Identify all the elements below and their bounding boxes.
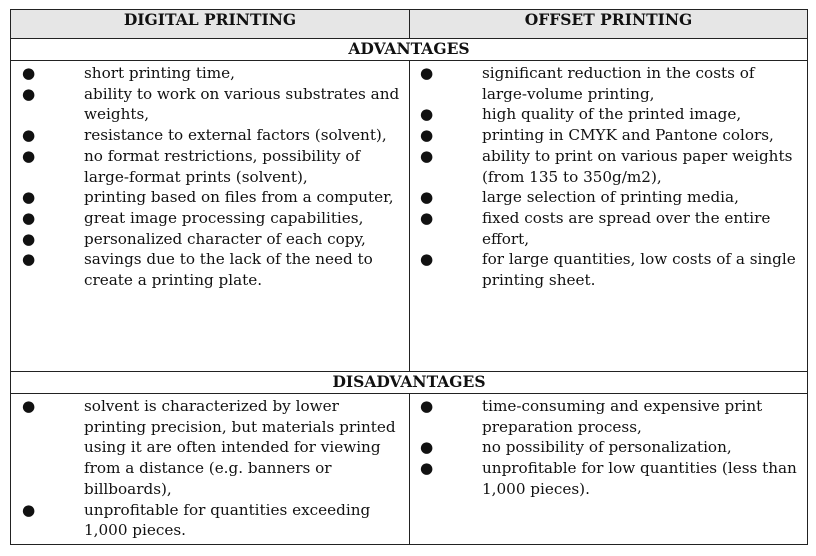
- offset-disadvantages-list: [420, 396, 801, 500]
- list-item-text: printing based on files from a computer,: [84, 188, 394, 207]
- list-item-text: personalized character of each copy,: [84, 229, 366, 248]
- digital-advantages-list: [22, 63, 403, 291]
- list-item-text: resistance to external factors (solvent),: [84, 126, 387, 145]
- digital-disadvantages-list: [22, 396, 403, 541]
- bullet-icon: ●: [22, 500, 36, 519]
- list-item: [420, 187, 801, 208]
- offset-advantages-cell: [410, 61, 808, 372]
- list-item-text: short printing time,: [84, 64, 235, 82]
- list-item: [420, 458, 801, 499]
- list-item: [420, 249, 801, 290]
- col-header-offset: OFFSET PRINTING: [410, 10, 808, 39]
- list-item-text: savings due to the lack of the need to create a printing plate.: [84, 250, 373, 290]
- list-item: [420, 125, 801, 146]
- digital-disadvantages-cell: [11, 394, 410, 545]
- bullet-icon: ●: [420, 126, 434, 145]
- bullet-icon: ●: [22, 84, 36, 103]
- list-item-text: solvent is characterized by lower printing precision, but materials printed using it are often intended for viewing from a distance (e.g. banners or billboards),: [84, 397, 396, 498]
- section-row-disadvantages: [11, 372, 808, 394]
- bullet-icon: ●: [420, 146, 434, 165]
- bullet-icon: ●: [22, 126, 36, 145]
- list-item: [22, 249, 403, 290]
- list-item-text: significant reduction in the costs of large-volume printing,: [482, 64, 755, 103]
- list-item: [22, 208, 403, 229]
- list-item-text: fixed costs are spread over the entire effort,: [482, 208, 771, 248]
- list-item-text: great image processing capabilities,: [84, 208, 364, 227]
- list-item: [22, 146, 403, 187]
- bullet-icon: ●: [420, 397, 434, 415]
- bullet-icon: ●: [22, 146, 36, 165]
- bullet-icon: ●: [420, 208, 434, 227]
- list-item-text: ability to work on various substrates and weights,: [84, 84, 400, 124]
- bullet-icon: ●: [22, 188, 36, 207]
- list-item: [420, 208, 801, 249]
- list-item-text: unprofitable for quantities exceeding 1,000 pieces.: [84, 500, 371, 540]
- list-item: [22, 125, 403, 146]
- list-item-text: printing in CMYK and Pantone colors,: [482, 126, 774, 145]
- list-item: [420, 104, 801, 125]
- list-item: [22, 63, 403, 84]
- col-header-digital: DIGITAL PRINTING: [11, 10, 410, 39]
- section-title-disadvantages: DISADVANTAGES: [11, 372, 808, 394]
- section-title-advantages: ADVANTAGES: [11, 39, 808, 61]
- bullet-icon: ●: [420, 64, 434, 82]
- bullet-icon: ●: [22, 250, 36, 269]
- list-item-text: no possibility of personalization,: [482, 438, 732, 457]
- list-item: [22, 500, 403, 541]
- disadvantages-row: [11, 394, 808, 545]
- list-item-text: large selection of printing media,: [482, 188, 739, 207]
- section-row-advantages: [11, 39, 808, 61]
- bullet-icon: ●: [420, 459, 434, 478]
- digital-advantages-cell: [11, 61, 410, 372]
- list-item-text: time-consuming and expensive print preparation process,: [482, 397, 763, 436]
- bullet-icon: ●: [22, 64, 36, 82]
- list-item-text: no format restrictions, possibility of large-format prints (solvent),: [84, 146, 361, 186]
- list-item-text: for large quantities, low costs of a single printing sheet.: [482, 250, 796, 290]
- list-item: [420, 146, 801, 187]
- list-item-text: high quality of the printed image,: [482, 105, 742, 124]
- list-item: [420, 396, 801, 437]
- bullet-icon: ●: [420, 188, 434, 207]
- offset-advantages-list: [420, 63, 801, 291]
- bullet-icon: ●: [420, 250, 434, 269]
- list-item: [22, 187, 403, 208]
- bullet-icon: ●: [22, 208, 36, 227]
- list-item-text: ability to print on various paper weights (from 135 to 350g/m2),: [482, 146, 793, 186]
- bullet-icon: ●: [420, 438, 434, 457]
- list-item: [420, 437, 801, 458]
- bullet-icon: ●: [22, 229, 36, 248]
- header-row: [11, 10, 808, 39]
- list-item: [420, 63, 801, 104]
- list-item: [22, 396, 403, 500]
- list-item-text: unprofitable for low quantities (less than 1,000 pieces).: [482, 459, 797, 498]
- advantages-row: [11, 61, 808, 372]
- comparison-table: [10, 9, 808, 545]
- bullet-icon: ●: [420, 105, 434, 124]
- list-item: [22, 229, 403, 250]
- list-item: [22, 84, 403, 125]
- offset-disadvantages-cell: [410, 394, 808, 545]
- bullet-icon: ●: [22, 397, 36, 415]
